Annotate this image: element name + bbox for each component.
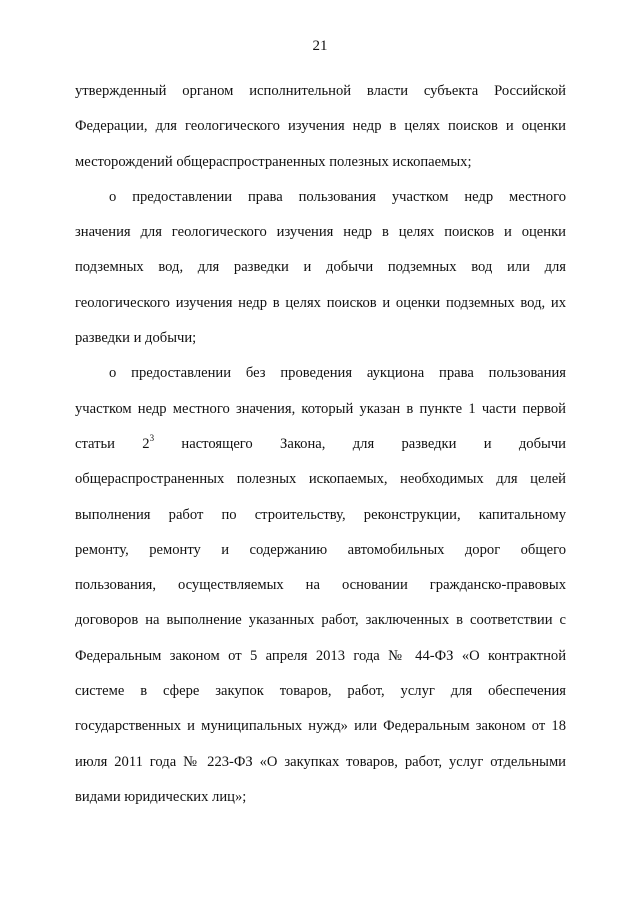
- text-line: ремонту, ремонту и содержанию автомобильных дорог общего: [75, 541, 566, 558]
- superscript: 3: [149, 432, 155, 443]
- text-line: государственных и муниципальных нужд» или Федеральным законом от 18: [75, 718, 566, 735]
- text-line: общераспространенных полезных ископаемых, необходимых для целей: [75, 471, 566, 488]
- text-line: разведки и добычи;: [75, 330, 197, 347]
- text-line: о предоставлении без проведения аукциона права пользования: [109, 365, 566, 382]
- text-line: месторождений общераспространенных полезных ископаемых;: [75, 153, 472, 170]
- text-line: Федерации, для геологического изучения недр в целях поисков и оценки: [75, 118, 566, 135]
- text-line: участком недр местного значения, который указан в пункте 1 части первой: [75, 400, 566, 417]
- text-line: пользования, осуществляемых на основании гражданско-правовых: [75, 577, 566, 594]
- text-line: геологического изучения недр в целях поисков и оценки подземных вод, их: [75, 294, 566, 311]
- text-segment: статьи 2: [75, 435, 150, 452]
- document-body: [75, 74, 566, 815]
- text-line: Федеральным законом от 5 апреля 2013 года № 44-ФЗ «О контрактной: [75, 647, 566, 664]
- text-line: подземных вод, для разведки и добычи подземных вод или для: [75, 259, 566, 276]
- text-line: договоров на выполнение указанных работ, заключенных в соответствии с: [75, 612, 566, 629]
- text-line: утвержденный органом исполнительной власти субъекта Российской: [75, 83, 566, 99]
- text-segment: настоящего Закона, для разведки и добычи: [154, 435, 566, 452]
- text-line: о предоставлении права пользования участком недр местного: [109, 188, 566, 205]
- paragraph: [75, 180, 566, 356]
- text-line: выполнения работ по строительству, реконструкции, капитальному: [75, 506, 566, 523]
- page-number: 21: [312, 38, 328, 54]
- text-line: видами юридических лиц»;: [75, 788, 247, 805]
- text-line: значения для геологического изучения недр в целях поисков и оценки: [75, 224, 566, 241]
- text-line: системе в сфере закупок товаров, работ, услуг для обеспечения: [75, 683, 566, 700]
- paragraph: [75, 356, 566, 815]
- text-line-with-superscript: [75, 427, 566, 462]
- paragraph: [75, 74, 566, 180]
- text-line: июля 2011 года № 223-ФЗ «О закупках товаров, работ, услуг отдельными: [75, 753, 566, 770]
